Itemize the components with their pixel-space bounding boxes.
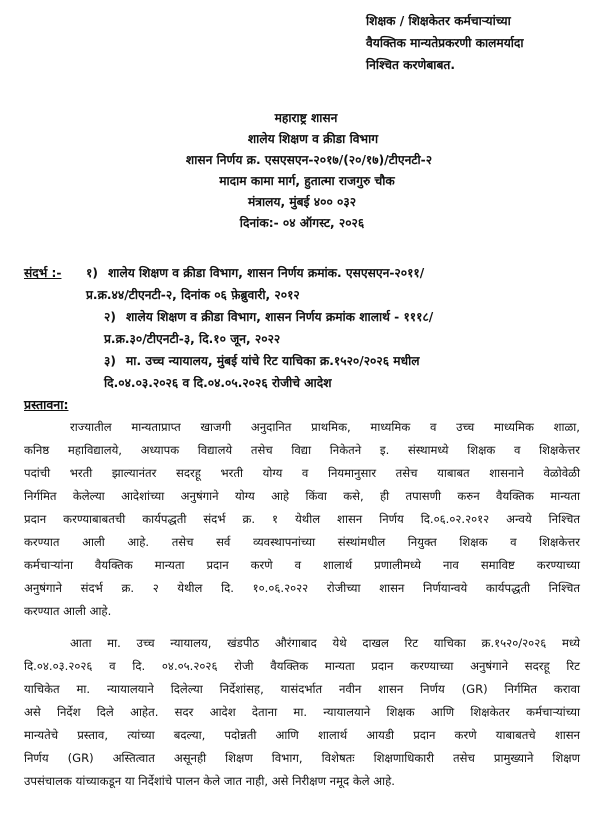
government-name: महाराष्ट्र शासन (274, 111, 338, 125)
paragraph-line: अनुषंगाने संदर्भ क्र. २ येथील दि. १०.०६.२०२२ रोजीच्या शासन निर्णयान्वये कार्यपद्धती निश्चित (24, 581, 580, 595)
paragraph-line: कनिष्ठ महाविद्यालये, अध्यापक विद्यालये तसेच विद्या निकेतने इ. संस्थामध्ये शिक्षक व शिक्षकेत्तर (24, 443, 580, 457)
reference-text: शालेय शिक्षण व क्रीडा विभाग, शासन निर्णय क्रमांक शालार्थ - १११८/ (126, 310, 434, 324)
subject-block (366, 10, 596, 76)
reference-text: दि.०४.०३.२०२६ व दि.०४.०५.२०२६ रोजीचे आदेश (104, 376, 332, 390)
preamble-heading: प्रस्तावना: (24, 397, 69, 412)
subject-line: वैयक्तिक मान्यतेप्रकरणी कालमर्यादा (366, 36, 524, 50)
paragraph-line: उपसंचालक यांच्याकडून या निर्देशांचे पालन केले जात नाही, असे निरीक्षण नमूद केले आहे. (24, 774, 395, 788)
subject-line: निश्चित करणेबाबत. (366, 58, 455, 72)
subject-line: शिक्षक / शिक्षकेतर कर्मचाऱ्यांच्या (366, 14, 511, 28)
paragraph-line: याचिकेत मा. न्यायालयाने दिलेल्या निर्देशांसह, यासंदर्भात नवीन शासन निर्णय (GR) निर्गमित करावा (24, 682, 580, 696)
reference-text: शालेय शिक्षण व क्रीडा विभाग, शासन निर्णय क्रमांक. एसएसएन-२०११/ (108, 266, 425, 280)
paragraph-line: निर्गमित केलेल्या आदेशांच्या अनुषंगाने योग्य आहे किंवा कसे, ही तपासणी करुन वैयक्तिक मान्यता (24, 489, 580, 503)
paragraph-line: आता मा. उच्च न्यायालय, खंडपीठ औरंगाबाद येथे दाखल रिट याचिका क्र.१५२०/२०२६ मध्ये (70, 636, 580, 650)
paragraph-line: करण्यात आली आहे. (24, 604, 112, 618)
reference-text: मा. उच्च न्यायालय, मुंबई यांचे रिट याचिका क्र.१५२०/२०२६ मधील (126, 354, 420, 368)
preamble-paragraph-1 (24, 416, 580, 623)
paragraph-line: कर्मचाऱ्यांना वैयक्तिक मान्यता प्रदान करणे व शालार्थ प्रणालीमध्ये नाव समाविष्ट करण्याच्या (24, 558, 580, 572)
paragraph-line: दि.०४.०३.२०२६ व दि. ०४.०५.२०२६ रोजी वैयक्तिक मान्यता प्रदान करण्याच्या अनुषंगाने सदरहू रिट (24, 659, 580, 673)
paragraph-line: असे निर्देश दिले आहेत. सदर आदेश देताना मा. न्यायालयाने शिक्षक आणि शिक्षकेतर कर्मचाऱ्यांच्या (24, 705, 580, 719)
reference-number: १) (86, 266, 98, 280)
date: दिनांक:- ०४ ऑगस्ट, २०२६ (239, 216, 365, 230)
references-label: संदर्भ :- (24, 266, 62, 280)
reference-text: प्र.क्र.३०/टीएनटी-३, दि.१० जून, २०२२ (104, 332, 281, 346)
paragraph-line: पदांची भरती झाल्यानंतर सदरहू भरती योग्य व नियमानुसार तसेच याबाबत शासनाने वेळोवेळी (24, 466, 580, 480)
gr-number: शासन निर्णय क्र. एसएसएन-२०१७/(२०/१७)/टीएनटी-२ (185, 153, 433, 167)
paragraph-line: राज्यातील मान्यताप्राप्त खाजगी अनुदानित प्राथमिक, माध्यमिक व उच्च माध्यमिक शाळा, (70, 420, 580, 434)
department-name: शालेय शिक्षण व क्रीडा विभाग (247, 132, 379, 146)
paragraph-line: प्रदान करण्याबाबतची कार्यपद्धती संदर्भ क्र. १ येथील शासन निर्णय दि.०६.०२.२०१२ अन्वये निश्चित (24, 512, 580, 526)
paragraph-line: करण्यात आली आहे. तसेच सर्व व्यवस्थापनांच्या संस्थांमधील नियुक्त शिक्षक व शिक्षकेत्तर (24, 535, 580, 549)
paragraph-line: मान्यतेचे प्रस्ताव, त्यांच्या बदल्या, पदोन्नती आणि शालार्थ आयडी प्रदान करणे याबाबतचे शासन (24, 728, 580, 742)
reference-number: ३) (104, 354, 116, 368)
city: मंत्रालय, मुंबई ४०० ०३२ (247, 195, 357, 209)
reference-number: २) (104, 310, 116, 324)
preamble-paragraph-2 (24, 632, 580, 793)
reference-text: प्र.क्र.४४/टीएनटी-२, दिनांक ०६ फ़ेब्रुवारी, २०१२ (86, 288, 300, 302)
address: मादाम कामा मार्ग, हुतात्मा राजगुरु चौक (219, 174, 395, 188)
letterhead (0, 108, 604, 234)
reference-item (104, 350, 420, 394)
reference-item (104, 306, 433, 350)
paragraph-line: निर्णय (GR) अस्तित्वात असूनही शिक्षण विभाग, विशेषतः शिक्षणाधिकारी तसेच प्रामुख्याने शिक्षण (24, 751, 580, 765)
reference-item (86, 262, 424, 306)
